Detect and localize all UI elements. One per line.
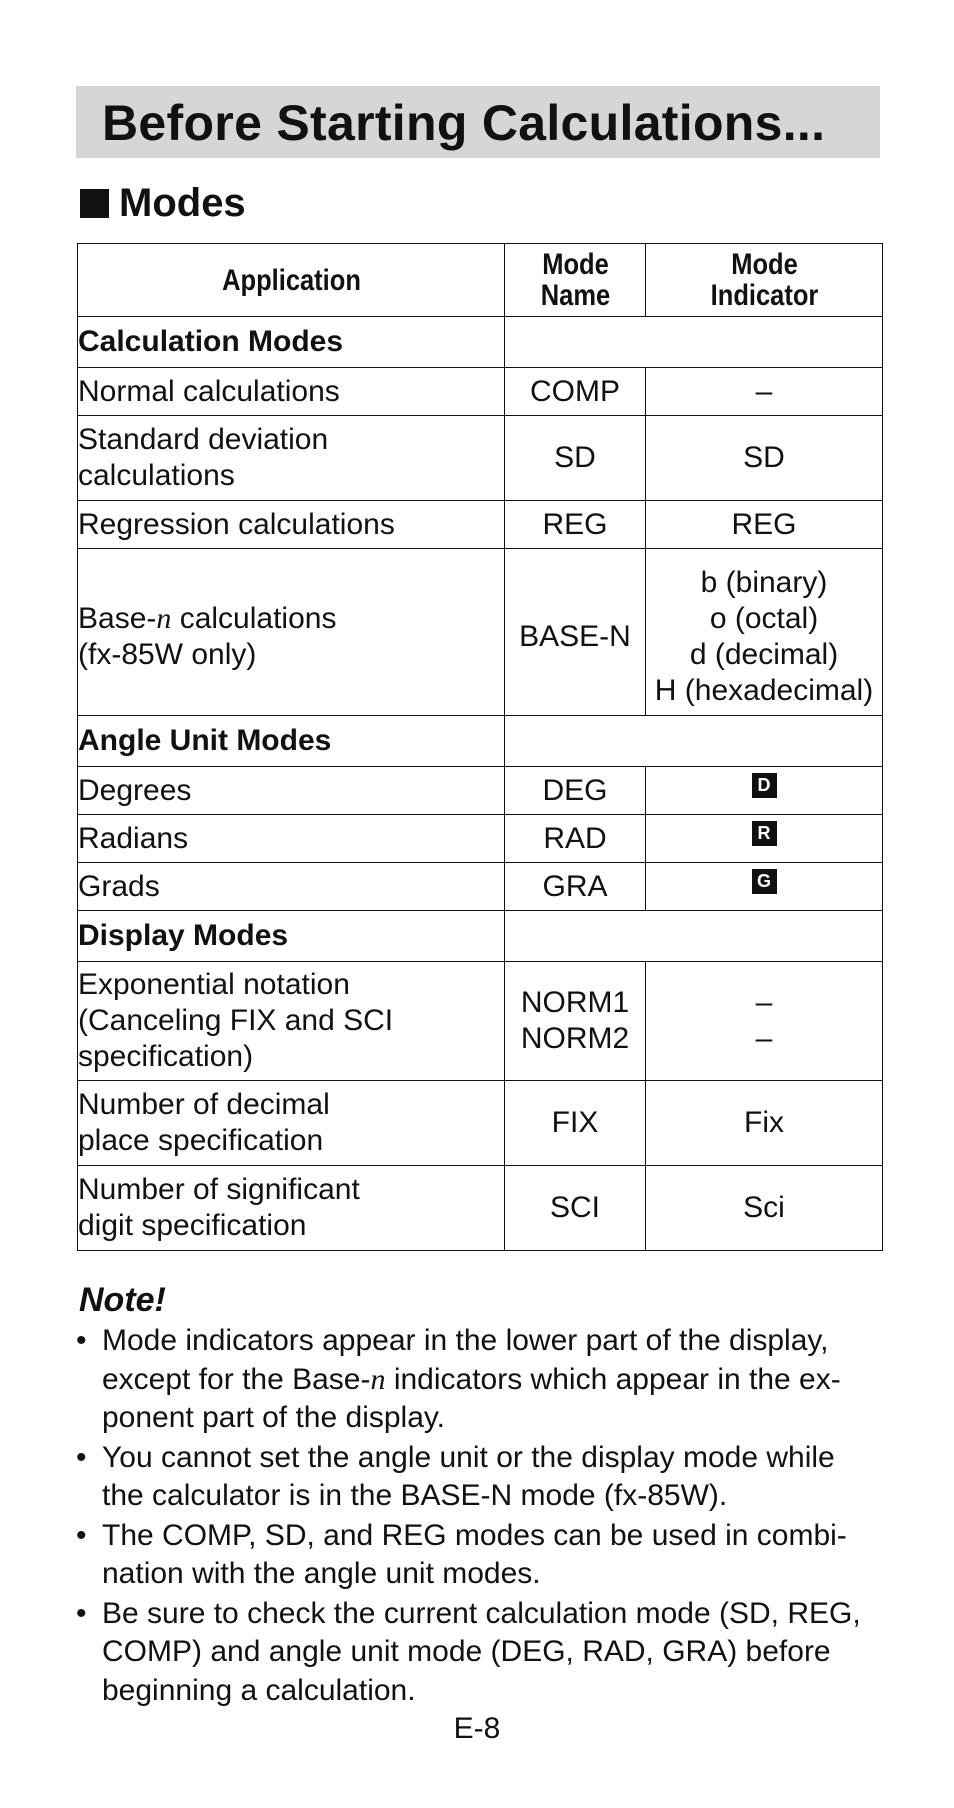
mode-indicator-cell: – [646,368,883,416]
application-cell: Regression calculations [78,501,505,549]
mode-name-cell: NORM1 NORM2 [505,962,646,1081]
application-cell: Standard deviation calculations [78,416,505,501]
table-row [78,416,883,501]
bullet-icon: • [76,1324,87,1357]
header-mode-name: Mode Name [515,244,635,317]
mode-indicator-cell [646,815,883,863]
group-label: Display Modes [78,911,505,962]
mode-name-cell: GRA [505,863,646,911]
square-bullet-icon [80,189,109,218]
header-mode-indicator: Mode Indicator [663,244,864,317]
group-row-angle [78,716,883,767]
header-application: Application [110,244,473,317]
group-row-display [78,911,883,962]
mode-name-cell: DEG [505,767,646,815]
table-row [78,1166,883,1251]
table-row [78,962,883,1081]
bullet-icon: • [76,1518,87,1552]
table-row [78,767,883,815]
mode-name-cell: FIX [505,1081,646,1166]
mode-name-cell: RAD [505,815,646,863]
application-cell: Number of significant digit specification [78,1166,505,1251]
application-cell: Normal calculations [78,368,505,416]
list-item: • Mode indicators appear in the lower part of the display, except for the Base-n indicators which appear in the ex- ponent part of the display. [76,1324,841,1434]
mode-indicator-cell: Fix [646,1081,883,1166]
empty-cell [505,911,883,962]
application-cell: Exponential notation (Canceling FIX and SCI specification) [78,962,505,1081]
title-bar [76,86,880,158]
empty-cell [505,317,883,368]
section-heading [80,178,246,228]
list-item: • Be sure to check the current calculation mode (SD, REG, COMP) and angle unit mode (DEG, RAD, GRA) before beginning a calculation. [76,1596,861,1707]
application-cell: Radians [78,815,505,863]
table-row [78,549,883,716]
mode-indicator-cell [646,863,883,911]
table-row [78,1081,883,1166]
empty-cell [505,716,883,767]
mode-name-cell: BASE-N [505,549,646,716]
modes-table [77,243,883,1251]
mode-name-cell: COMP [505,368,646,416]
group-label: Calculation Modes [78,317,505,368]
mode-name-cell: SCI [505,1166,646,1251]
application-cell: Degrees [78,767,505,815]
mode-name-cell: SD [505,416,646,501]
group-label: Angle Unit Modes [78,716,505,767]
group-row-calculation [78,317,883,368]
page-number: E-8 [453,1712,501,1745]
table-row [78,368,883,416]
section-title: Modes [119,180,246,225]
application-cell: Number of decimal place specification [78,1081,505,1166]
bullet-icon: • [76,1440,87,1474]
application-cell: Base-n calculations (fx-85W only) [78,549,505,716]
list-item: • You cannot set the angle unit or the display mode while the calculator is in the BASE-N mode (fx-85W). [76,1440,835,1512]
mode-name-cell: REG [505,501,646,549]
bullet-icon: • [76,1596,87,1630]
radian-indicator-icon: R [752,821,777,846]
mode-indicator-cell: Sci [646,1166,883,1251]
table-row [78,815,883,863]
page-title: Before Starting Calculations... [102,95,826,151]
degree-indicator-icon: D [752,773,777,798]
table-header-row [78,244,883,317]
application-cell: Grads [78,863,505,911]
list-item: • The COMP, SD, and REG modes can be used in combi- nation with the angle unit modes. [76,1518,847,1590]
note-heading: Note! [79,1281,166,1319]
mode-indicator-cell: SD [646,416,883,501]
mode-indicator-cell: – – [646,962,883,1081]
table-row [78,501,883,549]
mode-indicator-cell: REG [646,501,883,549]
mode-indicator-cell [646,767,883,815]
grad-indicator-icon: G [752,869,777,894]
notes-list [76,1322,884,1711]
table-row [78,863,883,911]
mode-indicator-cell: b (binary) o (octal) d (decimal) H (hexadecimal) [646,549,883,716]
